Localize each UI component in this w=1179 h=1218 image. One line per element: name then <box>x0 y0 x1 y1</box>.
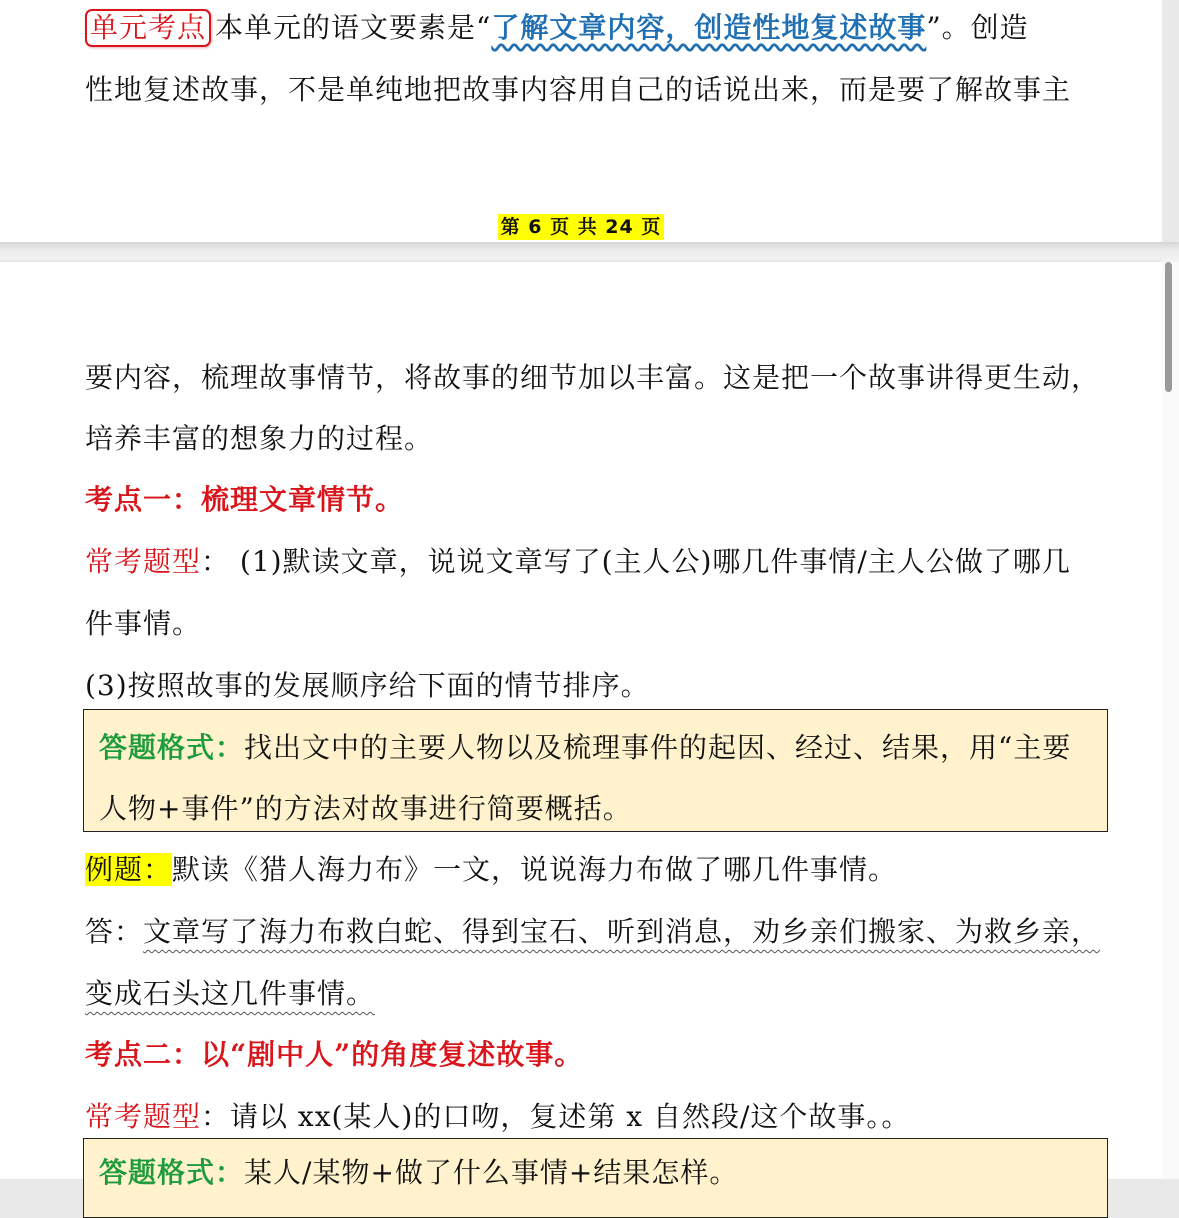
question-type-label: 常考题型 <box>85 1100 202 1133</box>
text-span: ：请以 xx(某人)的口吻，复述第 x 自然段/这个故事。。 <box>201 1100 911 1133</box>
paragraph-line: 培养丰富的想象力的过程。 <box>85 422 434 455</box>
text-span: 本单元的语文要素是“ <box>215 11 492 44</box>
paragraph-line: 件事情。 <box>85 607 202 640</box>
answer-format-box <box>83 1138 1108 1218</box>
exam-point-2-title: 考点二：以“剧中人”的角度复述故事。 <box>85 1038 584 1071</box>
question-type-label: 常考题型 <box>85 545 202 578</box>
answer-format-label: 答题格式： <box>99 731 245 764</box>
exam-point-1-title: 考点一：梳理文章情节。 <box>85 483 405 516</box>
vertical-scrollbar[interactable] <box>1162 262 1179 1179</box>
question-type-line <box>85 1097 1095 1137</box>
paragraph-line <box>85 8 1095 48</box>
example-line <box>85 850 1095 890</box>
document-page-7 <box>0 262 1162 1189</box>
answer-line <box>85 974 1095 1014</box>
question-type-line <box>85 542 1095 582</box>
key-element-text: 了解文章内容，创造性地复述故事 <box>491 11 927 44</box>
answer-text: 变成石头这几件事情。 <box>85 977 376 1010</box>
answer-format-label: 答题格式： <box>99 1156 245 1189</box>
text-span: 默读《猎人海力布》一文，说说海力布做了哪几件事情。 <box>172 853 898 886</box>
box-line: 人物+事件”的方法对故事进行简要概括。 <box>99 792 632 825</box>
paragraph-line: 性地复述故事，不是单纯地把故事内容用自己的话说出来，而是要了解故事主 <box>85 73 1072 106</box>
answer-text: 文章写了海力布救白蛇、得到宝石、听到消息，劝乡亲们搬家、为救乡亲， <box>143 915 1101 948</box>
document-page-6 <box>0 0 1162 242</box>
answer-format-box <box>83 709 1108 832</box>
unit-exam-point-tag: 单元考点 <box>85 9 211 47</box>
answer-label: 答： <box>85 915 144 948</box>
example-label: 例题： <box>85 853 173 886</box>
answer-line <box>85 912 1101 952</box>
scrollbar-thumb[interactable] <box>1165 262 1172 392</box>
text-span: ： (1)默读文章，说说文章写了(主人公)哪几件事情/主人公做了哪几 <box>201 545 1071 578</box>
text-span: 某人/某物+做了什么事情+结果怎样。 <box>244 1156 739 1189</box>
text-span: 找出文中的主要人物以及梳理事件的起因、经过、结果，用“主要 <box>244 731 1072 764</box>
page-separator <box>0 242 1179 262</box>
box-line <box>99 1153 1109 1193</box>
box-line <box>99 728 1109 768</box>
text-span: ”。创造 <box>926 11 1029 44</box>
page-number: 第 6 页 共 24 页 <box>498 214 665 240</box>
paragraph-line: (3)按照故事的发展顺序给下面的情节排序。 <box>85 669 650 702</box>
paragraph-line: 要内容，梳理故事情节，将故事的细节加以丰富。这是把一个故事讲得更生动， <box>85 361 1101 394</box>
page-footer <box>0 212 1162 239</box>
